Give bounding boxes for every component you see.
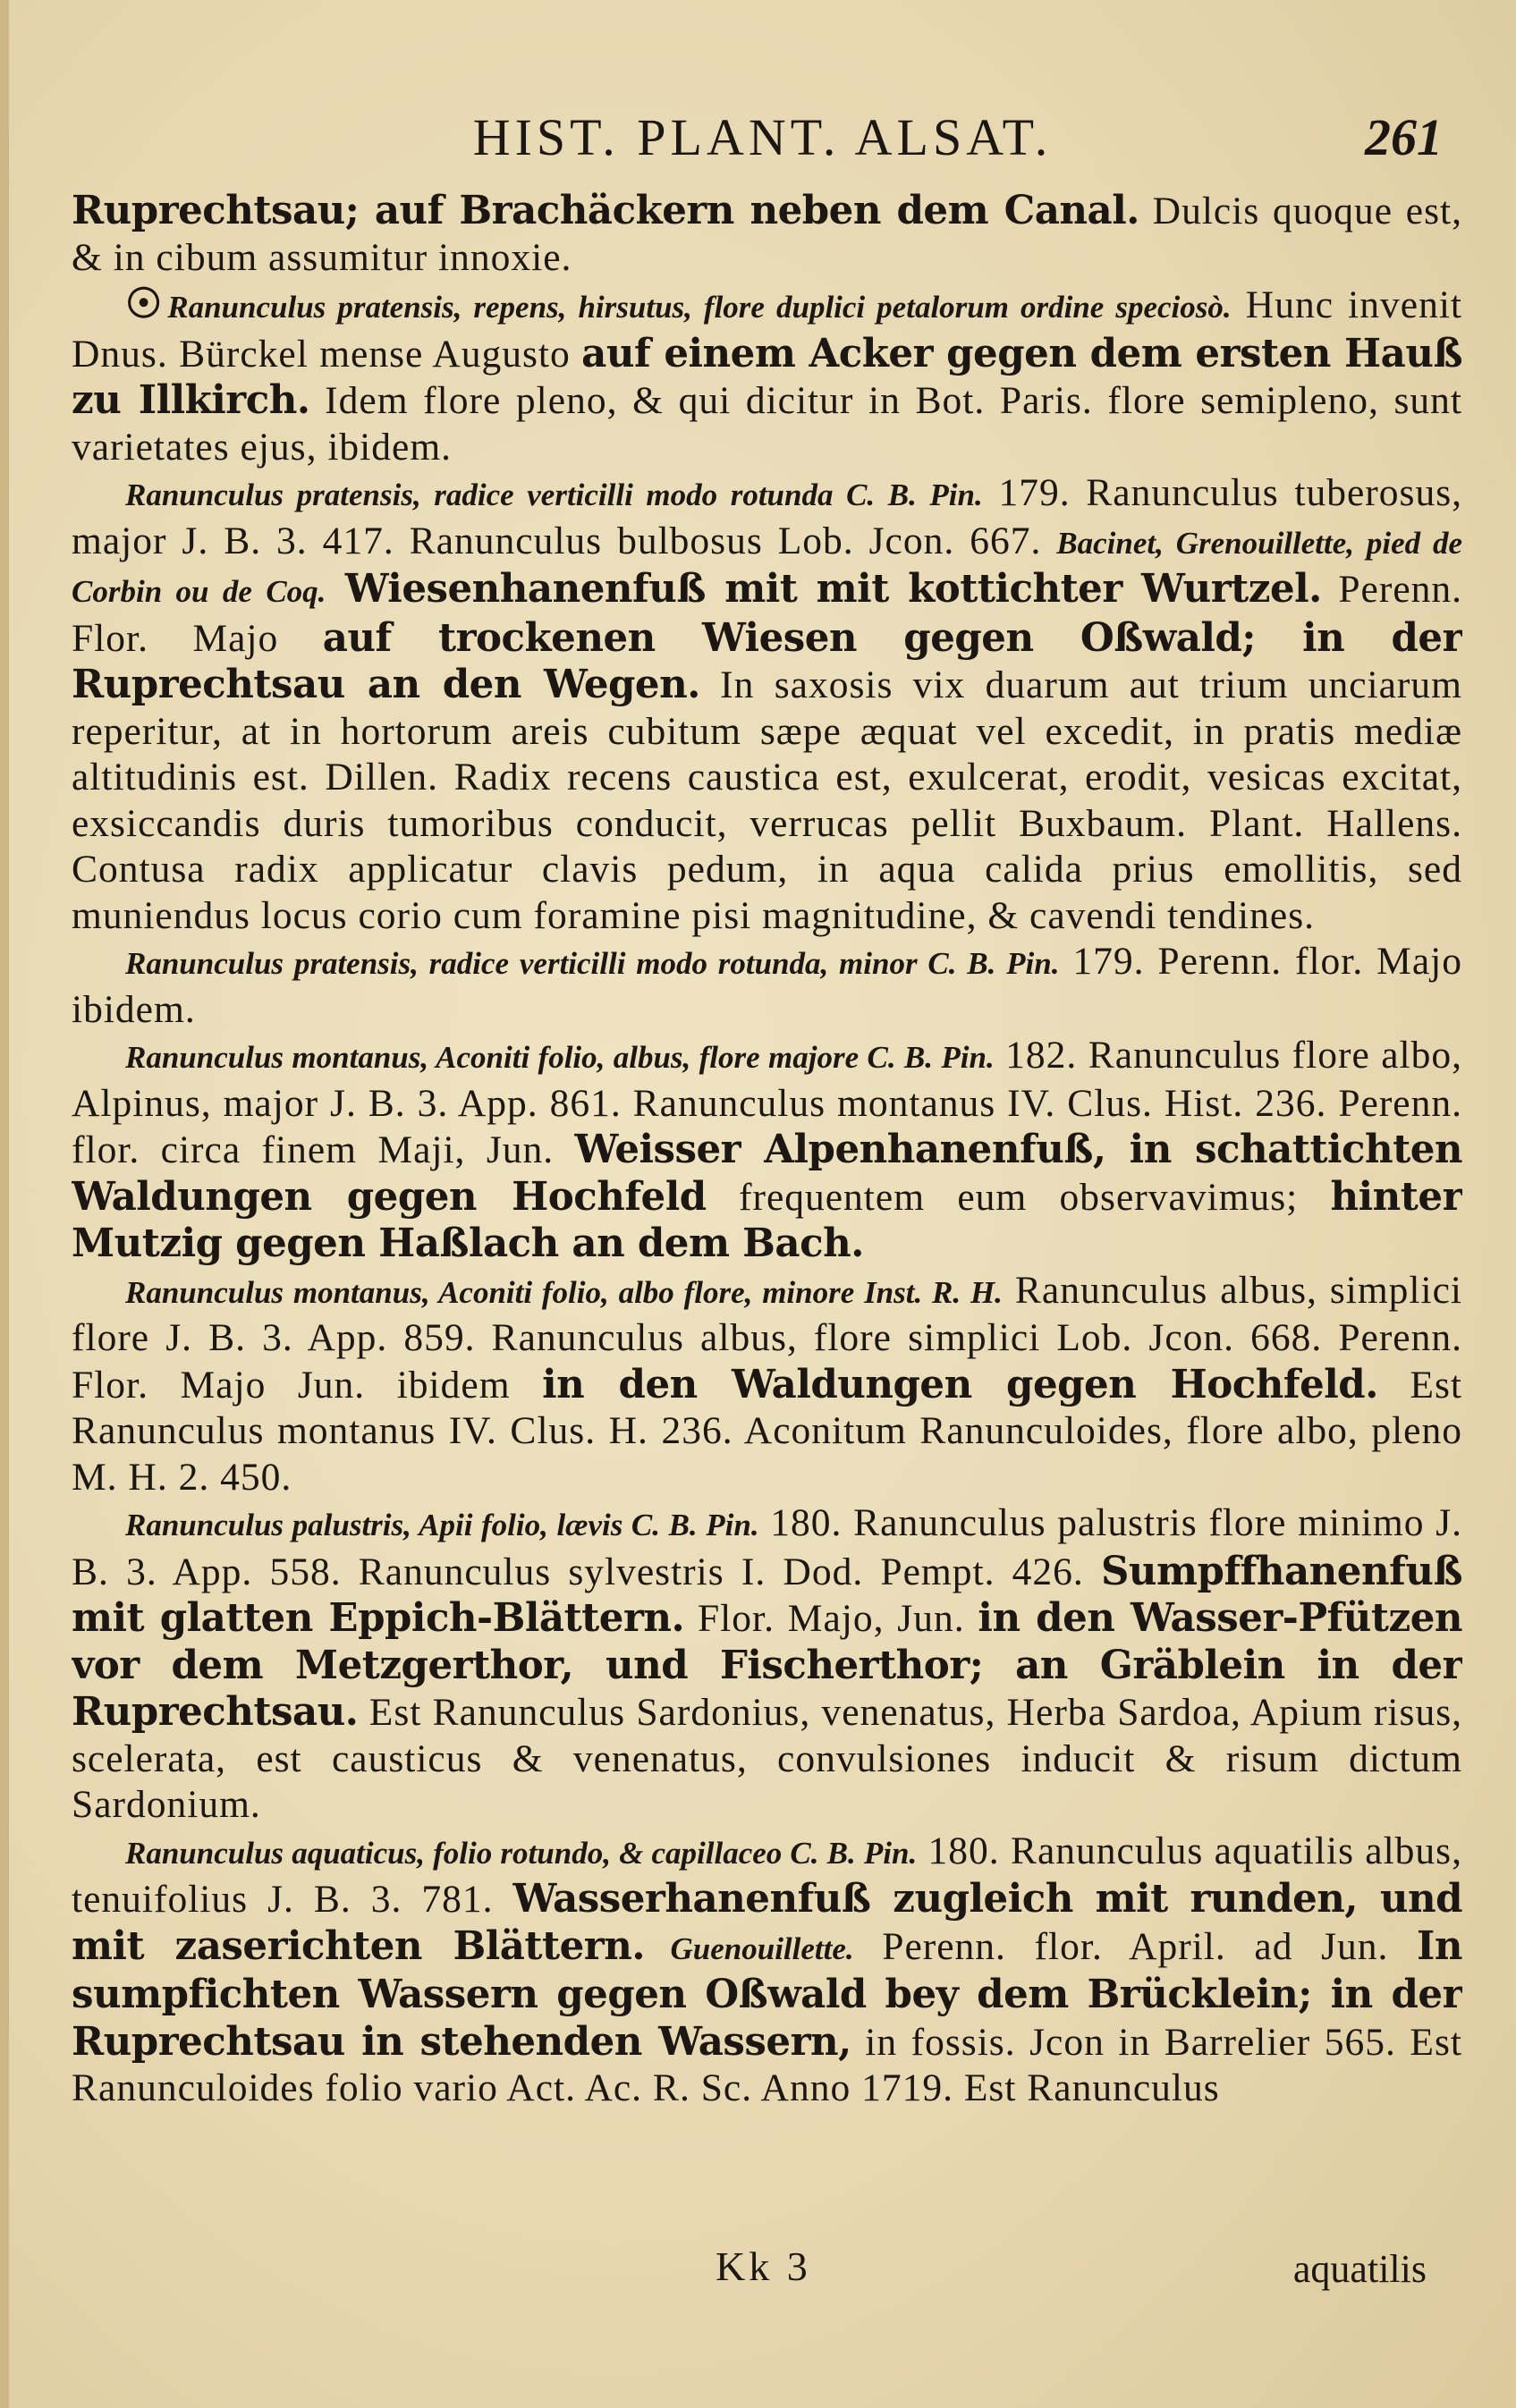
entry-paragraph xyxy=(72,1829,1462,2112)
latin-description-text: 179. Ranunculus tuberosus, major J. B. 3. 417. Ranunculus bulbosus Lob. Jcon. 667. xyxy=(72,471,1462,562)
entry-paragraph xyxy=(72,470,1462,939)
catchword: aquatilis xyxy=(1292,2247,1427,2291)
latin-description-text: Flor. Majo, Jun. xyxy=(684,1597,978,1640)
page-footer xyxy=(72,2243,1453,2300)
entry-paragraph xyxy=(72,939,1462,1033)
latin-description-text: Perenn. Flor. Majo xyxy=(72,568,1462,660)
german-locality-text: hinter Mutzig gegen Haßlach an dem Bach. xyxy=(72,1173,1462,1266)
running-head xyxy=(72,107,1453,179)
latin-description-text: 182. Ranunculus flore albo, Alpinus, major J. B. 3. App. 861. Ranunculus montanus IV. Clus. Hist. 236. Perenn. flor. circa finem Maji, Jun. xyxy=(72,1034,1462,1171)
latin-description-text: In saxosis vix duarum aut trium unciarum reperitur, at in hortorum areis cubitum sæpe æquat vel excedit, in pratis mediæ altitudinis est. Dillen. Radix recens caustica est, exulcerat, erodit, vesicas excitat, exsiccandis duris tumoribus conducit, verrucas pellit Buxbaum. Plant. Hallens. Contusa radix applicatur clavis pedum, in aqua calida prius emollitis, sed muniendus locus corio cum foramine pisi magnitudine, & cavendi tendines. xyxy=(72,663,1462,937)
entry-paragraph xyxy=(72,188,1462,281)
plant-name-heading: Guenouillette. xyxy=(644,1931,854,1966)
latin-description-text: 180. Ranunculus palustris flore minimo J. B. 3. App. 558. Ranunculus sylvestris I. Dod. Pempt. 426. xyxy=(72,1501,1462,1593)
signature-mark: Kk 3 xyxy=(716,2243,811,2289)
entry-paragraph xyxy=(72,1033,1462,1268)
latin-description-text: Est Ranunculus montanus IV. Clus. H. 236. Aconitum Ranunculoides, flore albo, pleno M. H. 2. 450. xyxy=(72,1363,1462,1499)
entry-paragraph xyxy=(72,1500,1462,1829)
plant-name-heading: Ranunculus montanus, Aconiti folio, albo flore, minore Inst. R. H. xyxy=(125,1274,1003,1310)
plant-name-heading: Ranunculus palustris, Apii folio, lævis C. B. Pin. xyxy=(125,1508,759,1542)
latin-description-text: Dulcis quoque est, & in cibum assumitur innoxie. xyxy=(72,190,1462,279)
plant-name-heading: Ranunculus pratensis, radice verticilli modo rotunda, minor C. B. Pin. xyxy=(125,946,1060,981)
german-locality-text: Sumpffhanenfuß mit glatten Eppich-Blättern. xyxy=(72,1548,1462,1641)
page-number: 261 xyxy=(1365,108,1443,166)
latin-description-text: frequentem eum observavimus; xyxy=(706,1175,1331,1219)
german-locality-text: Wasserhanenfuß zugleich mit runden, und mit zaserichten Blättern. xyxy=(72,1876,1462,1969)
latin-description-text: Idem flore pleno, & qui dicitur in Bot. Paris. flore semipleno, sunt varietates ejus, ibidem. xyxy=(72,379,1462,469)
page-title: HIST. PLANT. ALSAT. xyxy=(472,108,1053,166)
latin-description-text: Hunc invenit Dnus. Bürckel mense Augusto xyxy=(72,283,1462,376)
german-locality-text: Wiesenhanenfuß mit mit kottichter Wurtzel. xyxy=(326,566,1322,612)
german-locality-text: Weisser Alpenhanenfuß, in schattichten Waldungen gegen Hochfeld xyxy=(72,1127,1462,1220)
german-locality-text: In sumpfichten Wassern gegen Oßwald bey dem Brücklein; in der Ruprechtsau in stehenden Wassern, xyxy=(72,1922,1462,2065)
latin-description-text: 179. Perenn. flor. Majo ibidem. xyxy=(72,940,1462,1031)
plant-name-heading: Ranunculus pratensis, repens, hirsutus, flore duplici petalorum ordine speciosò. xyxy=(167,290,1232,325)
entry-paragraph xyxy=(72,1268,1462,1501)
body-text xyxy=(72,188,1462,2235)
entry-paragraph xyxy=(72,281,1462,470)
latin-description-text: Perenn. flor. April. ad Jun. xyxy=(853,1924,1418,1968)
latin-description-text: 180. Ranunculus aquatilis albus, tenuifolius J. B. 3. 781. xyxy=(72,1829,1462,1921)
perennial-symbol-icon: ☉ xyxy=(125,281,163,326)
german-locality-text: Ruprechtsau; auf Brachäckern neben dem Canal. xyxy=(72,188,1139,233)
german-locality-text: in den Waldungen gegen Hochfeld. xyxy=(542,1361,1378,1407)
latin-description-text: in fossis. Jcon in Barrelier 565. Est Ranunculoides folio vario Act. Ac. R. Sc. Anno 1719. Est Ranunculus xyxy=(72,2020,1462,2109)
german-locality-text: auf trockenen Wiesen gegen Oßwald; in der Ruprechtsau an den Wegen. xyxy=(72,614,1462,707)
plant-name-heading: Ranunculus pratensis, radice verticilli modo rotunda C. B. Pin. xyxy=(125,477,983,512)
latin-description-text: Ranunculus albus, simplici flore J. B. 3. App. 859. Ranunculus albus, flore simplici Lob. Jcon. 668. Perenn. Flor. Majo Jun. ibidem xyxy=(72,1268,1462,1407)
plant-name-heading: Ranunculus montanus, Aconiti folio, albus, flore majore C. B. Pin. xyxy=(125,1040,995,1075)
german-locality-text: in den Wasser-Pfützen vor dem Metzgerthor, und Fischerthor; an Gräblein in der Ruprechtsau. xyxy=(72,1595,1462,1735)
plant-name-heading: Ranunculus aquaticus, folio rotundo, & capillaceo C. B. Pin. xyxy=(125,1835,918,1871)
latin-description-text: Est Ranunculus Sardonius, venenatus, Herba Sardoa, Apium risus, scelerata, est causticus & venenatus, convulsiones inducit & risum dictum Sardonium. xyxy=(72,1691,1462,1826)
german-locality-text: auf einem Acker gegen dem ersten Hauß zu Illkirch. xyxy=(72,330,1462,423)
plant-name-heading: Bacinet, Grenouillette, pied de Corbin ou de Coq. xyxy=(72,525,1462,609)
